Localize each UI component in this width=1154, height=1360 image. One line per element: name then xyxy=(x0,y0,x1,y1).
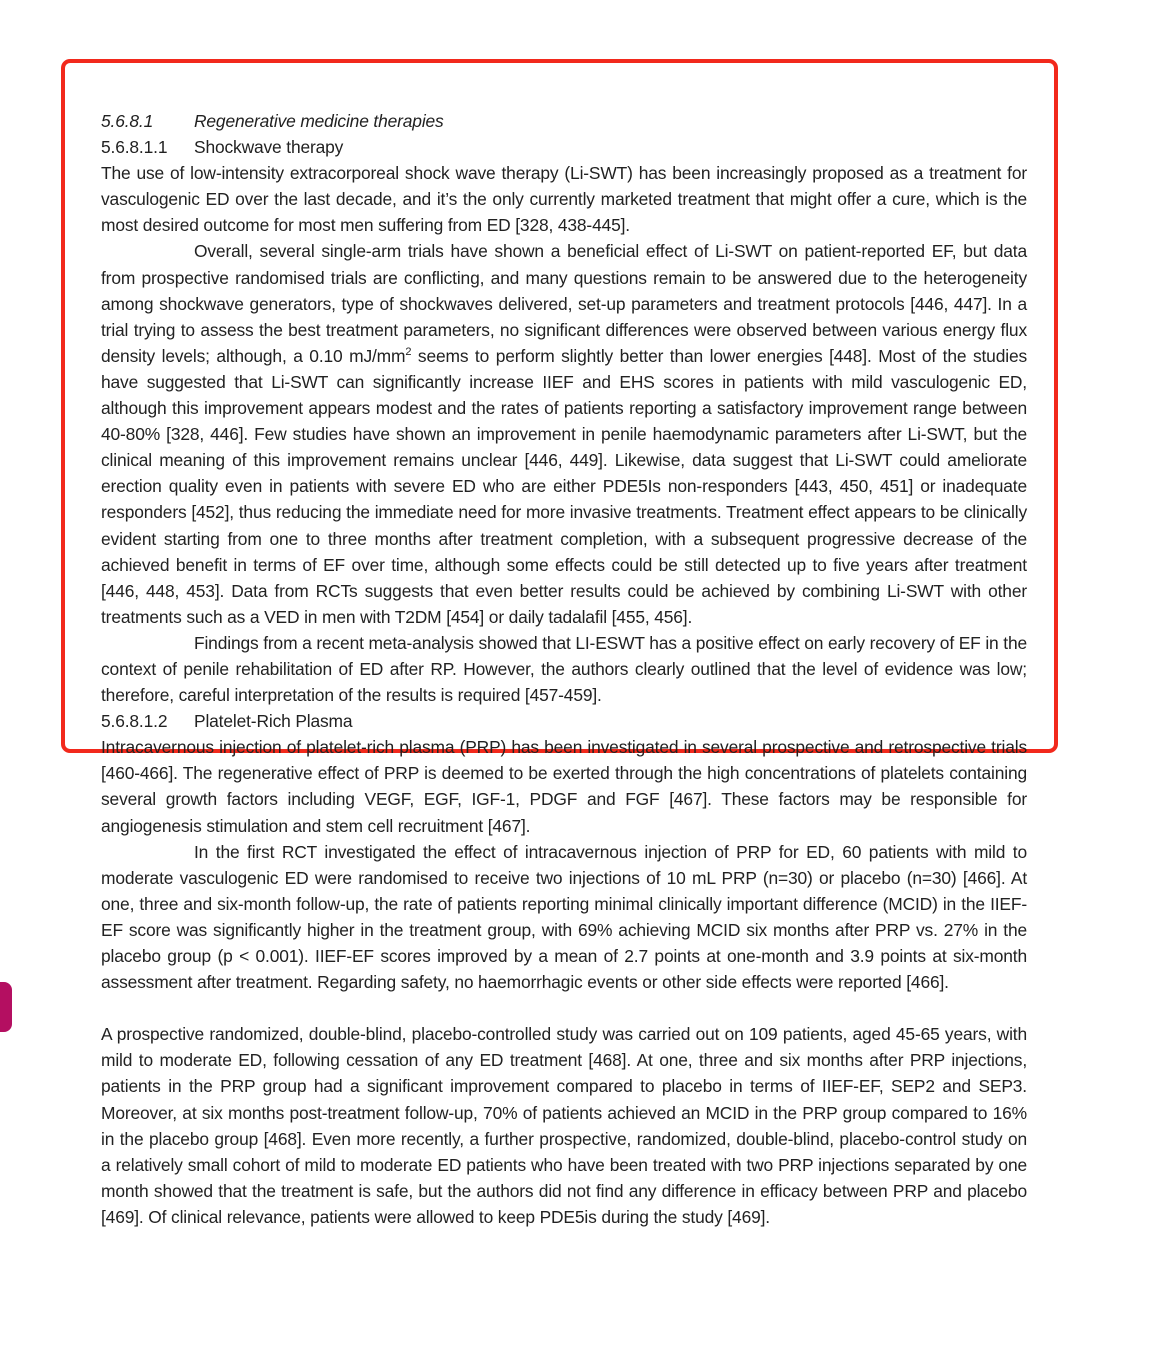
subsection-title: Shockwave therapy xyxy=(194,137,344,158)
subsection-title: Platelet-Rich Plasma xyxy=(194,711,353,732)
subsection-number: 5.6.8.1.2 xyxy=(101,711,168,732)
superscript: 2 xyxy=(405,345,412,358)
subsection-heading-shockwave xyxy=(101,134,1027,160)
shockwave-paragraph-2 xyxy=(101,238,1027,629)
section-heading xyxy=(101,108,1027,134)
paragraph-spacer xyxy=(101,995,1027,1021)
subsection-number: 5.6.8.1.1 xyxy=(101,137,168,158)
section-title: Regenerative medicine therapies xyxy=(194,111,444,131)
shockwave-paragraph-2-part-b: seems to perform slightly better than lower energies [448]. Most of the studies have suggested that Li-SWT can significantly increase IIEF and EHS scores in patients with mild vasculogenic ED, although this improvement appears modest and the rates of patients reporting a satisfactory improvement range between 40-80% [328, 446]. Few studies have shown an improvement in penile haemodynamic parameters after Li-SWT, but the clinical meaning of this improvement remains unclear [446, 449]. Likewise, data suggest that Li-SWT could ameliorate erection quality even in patients with severe ED who are either PDE5Is non-responders [443, 450, 451] or inadequate responders [452], thus reducing the immediate need for more invasive treatments. Treatment effect appears to be clinically evident starting from one to three months after treatment completion, with a subsequent progressive decrease of the achieved benefit in terms of EF over time, although some effects could be still detected up to five years after treatment [446, 448, 453]. Data from RCTs suggests that even better results could be achieved by combining Li-SWT with other treatments such as a VED in men with T2DM [454] or daily tadalafil [455, 456]. xyxy=(101,345,1028,627)
document-page xyxy=(101,108,1027,1230)
section-number: 5.6.8.1 xyxy=(101,111,154,131)
shockwave-paragraph-3: Findings from a recent meta-analysis showed that LI-ESWT has a positive effect on early recovery of EF in the context of penile rehabilitation of ED after RP. However, the authors clearly outlined that the level of evidence was low; therefore, careful interpretation of the results is required [457-459]. xyxy=(101,632,1027,706)
prp-paragraph-2: In the first RCT investigated the effect of intracavernous injection of PRP for ED, 60 patients with mild to moderate vasculogenic ED were randomised to receive two injections of 10 mL PRP (n=30) or placebo (n=30) [466]. At one, three and six-month follow-up, the rate of patients reporting minimal clinically important difference (MCID) in the IIEF-EF score was significantly higher in the treatment group, with 69% achieving MCID six months after PRP vs. 27% in the placebo group (p < 0.001). IIEF-EF scores improved by a mean of 2.7 points at one-month and 3.9 points at six-month assessment after treatment. Regarding safety, no haemorrhagic events or other side effects were reported [466]. xyxy=(101,841,1027,993)
side-tab[interactable] xyxy=(0,982,12,1032)
prp-paragraph-1: Intracavernous injection of platelet-rich plasma (PRP) has been investigated in several prospective and retrospective trials [460-466]. The regenerative effect of PRP is deemed to be exerted through the high concentrations of platelets containing several growth factors including VEGF, EGF, IGF-1, PDGF and FGF [467]. These factors may be responsible for angiogenesis stimulation and stem cell recruitment [467]. xyxy=(101,737,1027,836)
shockwave-paragraph-1: The use of low-intensity extracorporeal shock wave therapy (Li-SWT) has been increasingly proposed as a treatment for vasculogenic ED over the last decade, and it’s the only currently marketed treatment that might offer a cure, which is the most desired outcome for most men suffering from ED [328, 438-445]. xyxy=(101,163,1027,236)
shockwave-paragraph-2-part-a: Overall, several single-arm trials have shown a beneficial effect of Li-SWT on patient-reported EF, but data from prospective randomised trials are conflicting, and many questions remain to be answered due to the heterogeneity among shockwave generators, type of shockwaves delivered, set-up parameters and treatment protocols [446, 447]. In a trial trying to assess the best treatment parameters, no significant differences were observed between various energy flux density levels; although, a 0.10 mJ/mm xyxy=(101,241,1027,366)
subsection-heading-prp xyxy=(101,708,1027,734)
prp-paragraph-3: A prospective randomized, double-blind, placebo-controlled study was carried out on 109 patients, aged 45-65 years, with mild to moderate ED, following cessation of any ED treatment [468]. At one, three and six months after PRP injections, patients in the PRP group had a significant improvement compared to placebo in terms of IIEF-EF, SEP2 and SEP3. Moreover, at six months post-treatment follow-up, 70% of patients achieved an MCID in the PRP group compared to 16% in the placebo group [468]. Even more recently, a further prospective, randomized, double-blind, placebo-control study on a relatively small cohort of mild to moderate ED patients who have been treated with two PRP injections separated by one month showed that the treatment is safe, but the authors did not find any difference in efficacy between PRP and placebo [469]. Of clinical relevance, patients were allowed to keep PDE5is during the study [469]. xyxy=(101,1024,1027,1227)
